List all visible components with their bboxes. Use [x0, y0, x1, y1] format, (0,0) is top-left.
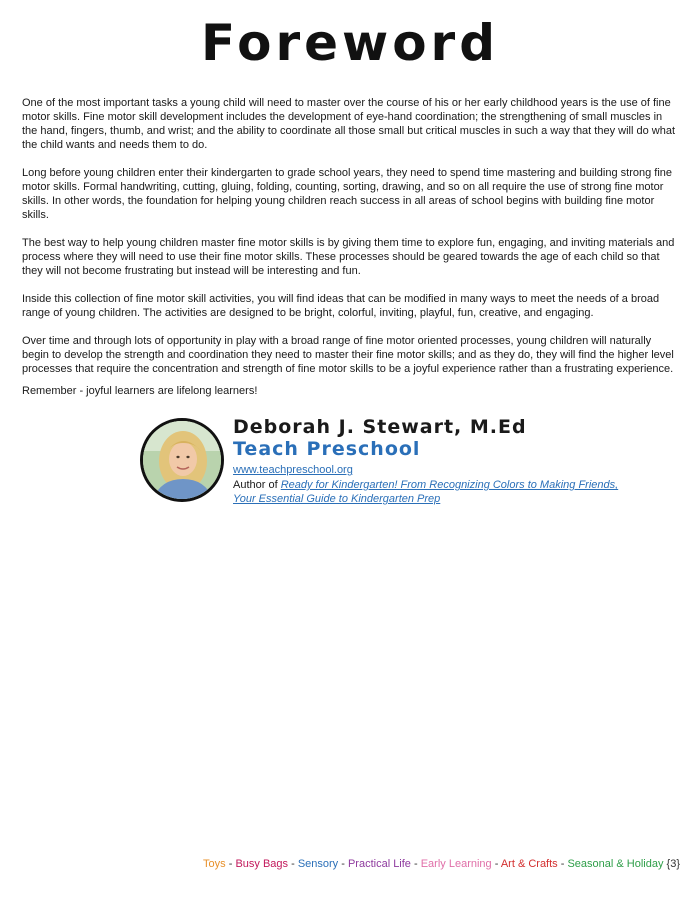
footer-separator: - [491, 858, 501, 870]
footer-item-early-learning[interactable]: Early Learning [420, 858, 492, 870]
paragraph-3: The best way to help young children master fine motor skills is by giving them time to explore fun, engaging, and inviting materials and process where they will need to use their fine motor skills. These processes should be geared towards the age of each child so that they will not become frustrating but instead will be interesting and fun. [22, 237, 675, 277]
book-title-link-2[interactable]: Your Essential Guide to Kindergarten Prep [233, 493, 441, 505]
website-link[interactable]: www.teachpreschool.org [233, 464, 353, 476]
author-of-label: Author of [233, 479, 281, 491]
paragraph-4: Inside this collection of fine motor skill activities, you will find ideas that can be modified in many ways to meet the needs of a broad range of young children. The activities are designed to be bright, colorful, inviting, playful, fun, creative, and engaging. [22, 293, 660, 319]
footer-category-nav [203, 858, 680, 870]
footer-item-practical-life[interactable]: Practical Life [347, 858, 411, 870]
footer-separator: - [338, 858, 348, 870]
page-title: Foreword [200, 14, 500, 72]
footer-separator: - [288, 858, 298, 870]
paragraph-5: Over time and through lots of opportunity in play with a broad range of fine motor oriented processes, young children will naturally begin to develop the strength and coordination they need to master their fine motor skills; and as they do, they will find the higher level processes that require the concentration and strength of fine motor skills to be a joyful experience rather than a frustrating experience. [22, 335, 674, 375]
author-block [140, 418, 620, 508]
avatar [140, 418, 224, 502]
footer-item-busy-bags[interactable]: Busy Bags [235, 858, 289, 870]
author-photo-icon [143, 421, 221, 499]
footer-item-sensory[interactable]: Sensory [297, 858, 339, 870]
footer-item-toys[interactable]: Toys [203, 858, 226, 870]
foreword-body [22, 96, 680, 412]
footer-separator: - [557, 858, 568, 870]
author-info [233, 416, 618, 506]
author-name: Deborah J. Stewart, M.Ed [233, 416, 527, 438]
footer-item-seasonal-holiday[interactable]: Seasonal & Holiday [567, 858, 664, 870]
footer-item-art-crafts[interactable]: Art & Crafts [500, 858, 558, 870]
footer-separator: - [225, 858, 236, 870]
closing-line: Remember - joyful learners are lifelong learners! [22, 385, 258, 397]
author-of-line [233, 478, 618, 492]
page-number: {3} [666, 858, 680, 870]
paragraph-1: One of the most important tasks a young child will need to master over the course of his or her early childhood years is the use of fine motor skills. Fine motor skill development includes the development of eye-hand coordination; the strengthening of small muscles in the hand, fingers, thumb, and wrist; and the ability to coordinate all those small but critical muscles in such a way that they will do what the child wants and needs them to do. [22, 97, 675, 151]
book-title-link-1[interactable]: Ready for Kindergarten! From Recognizing Colors to Making Friends, [280, 479, 619, 491]
footer-separator: - [410, 858, 421, 870]
paragraph-2: Long before young children enter their kindergarten to grade school years, they need to spend time mastering and building strong fine motor skills. Formal handwriting, cutting, gluing, folding, counting, sorting, drawing, and so on all require the use of strong fine motor skills. In other words, the foundation for helping young children reach success in all areas of school begins with building fine motor skills. [22, 167, 673, 221]
author-organization: Teach Preschool [233, 438, 421, 460]
